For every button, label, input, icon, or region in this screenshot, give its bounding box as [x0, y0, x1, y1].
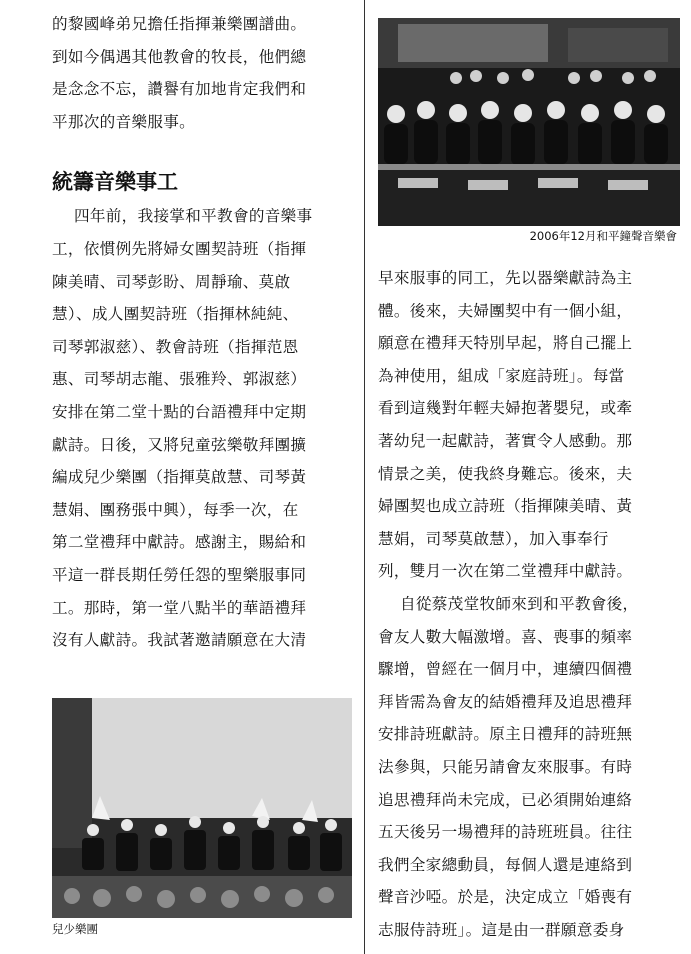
text-line: 列，雙月一次在第二堂禮拜中獻詩。 — [378, 562, 633, 581]
text-line: 慧娟，司琴莫啟慧），加入事奉行 — [378, 529, 609, 548]
text-line: 早來服事的同工，先以器樂獻詩為主 — [378, 269, 633, 287]
text-line: 願意在禮拜天特別早起，將自己擺上 — [378, 334, 633, 353]
text-line: 情景之美，使我終身難忘。後來，夫 — [378, 464, 633, 483]
right-column — [378, 262, 680, 946]
text-line: 四年前，我接掌和平教會的音樂事 — [74, 207, 313, 226]
text-line: 志服侍詩班」。這是由一群願意委身 — [378, 920, 625, 939]
bell-choir-image — [378, 18, 680, 226]
text-line: 追思禮拜尚未完成，已必須開始連絡 — [378, 790, 633, 809]
text-line: 沒有人獻詩。我試著邀請願意在大清 — [52, 631, 307, 650]
text-line: 驟增，曾經在一個月中，連續四個禮 — [378, 660, 633, 679]
text-line: 聲音沙啞。於是，決定成立「婚喪有 — [378, 888, 633, 907]
text-line: 五天後另一場禮拜的詩班班員。往往 — [378, 823, 633, 842]
text-line: 著幼兒一起獻詩，著實令人感動。那 — [378, 431, 633, 450]
text-line: 到如今偶遇其他教會的牧長，他們總 — [52, 47, 307, 66]
section-heading: 統籌音樂事工 — [52, 169, 178, 195]
column-divider — [364, 0, 365, 954]
left-paragraph-1 — [52, 8, 352, 138]
text-line: 為神使用，組成「家庭詩班」。每當 — [378, 366, 625, 385]
text-line: 陳美晴、司琴彭盼、周靜瑜、莫啟 — [52, 272, 291, 291]
text-line: 體。後來，夫婦團契中有一個小組， — [378, 301, 633, 320]
left-column — [52, 8, 352, 657]
right-paragraph-1 — [378, 262, 680, 588]
text-line: 拜皆需為會友的結婚禮拜及追思禮拜 — [378, 692, 633, 711]
right-paragraph-2 — [378, 588, 680, 947]
text-line: 慧）、成人團契詩班（指揮林純純、 — [52, 305, 299, 324]
text-line: 平那次的音樂服事。 — [52, 112, 196, 131]
text-line: 會友人數大幅激增。喜、喪事的頻率 — [378, 627, 633, 646]
text-line: 自從蔡茂堂牧師來到和平教會後， — [400, 594, 639, 613]
text-line: 編成兒少樂團（指揮莫啟慧、司琴黃 — [52, 468, 307, 487]
left-paragraph-2 — [52, 200, 352, 656]
text-line: 平這一群長期任勞任怨的聖樂服事同 — [52, 565, 307, 584]
text-line: 婦團契也成立詩班（指揮陳美晴、黃 — [378, 497, 633, 516]
text-line: 安排在第二堂十點的台語禮拜中定期 — [52, 402, 307, 421]
text-line: 惠、司琴胡志龍、張雅羚、郭淑慈） — [52, 370, 307, 389]
youth-orchestra-image — [52, 698, 352, 918]
text-line: 看到這幾對年輕夫婦抱著嬰兒，或牽 — [378, 399, 633, 418]
text-line: 工。那時，第一堂八點半的華語禮拜 — [52, 598, 307, 617]
text-line: 慧娟、團務張中興），每季一次，在 — [52, 500, 299, 519]
text-line: 第二堂禮拜中獻詩。感謝主，賜給和 — [52, 533, 307, 552]
text-line: 的黎國峰弟兄擔任指揮兼樂團譜曲。 — [52, 15, 307, 33]
text-line: 我們全家總動員，每個人還是連絡到 — [378, 855, 633, 874]
concert-photo — [378, 18, 680, 226]
youth-orchestra-photo — [52, 698, 352, 918]
photo-caption-bottom: 兒少樂團 — [52, 922, 98, 936]
text-line: 獻詩。日後，又將兒童弦樂敬拜團擴 — [52, 435, 307, 454]
text-line: 法參與，只能另請會友來服事。有時 — [378, 757, 633, 776]
photo-caption-top: 2006年12月和平鐘聲音樂會 — [529, 229, 677, 243]
text-line: 司琴郭淑慈）、教會詩班（指揮范恩 — [52, 337, 299, 356]
text-line: 工，依慣例先將婦女團契詩班（指揮 — [52, 239, 307, 258]
text-line: 安排詩班獻詩。原主日禮拜的詩班無 — [378, 725, 633, 744]
text-line: 是念念不忘，讚譽有加地肯定我們和 — [52, 80, 307, 99]
